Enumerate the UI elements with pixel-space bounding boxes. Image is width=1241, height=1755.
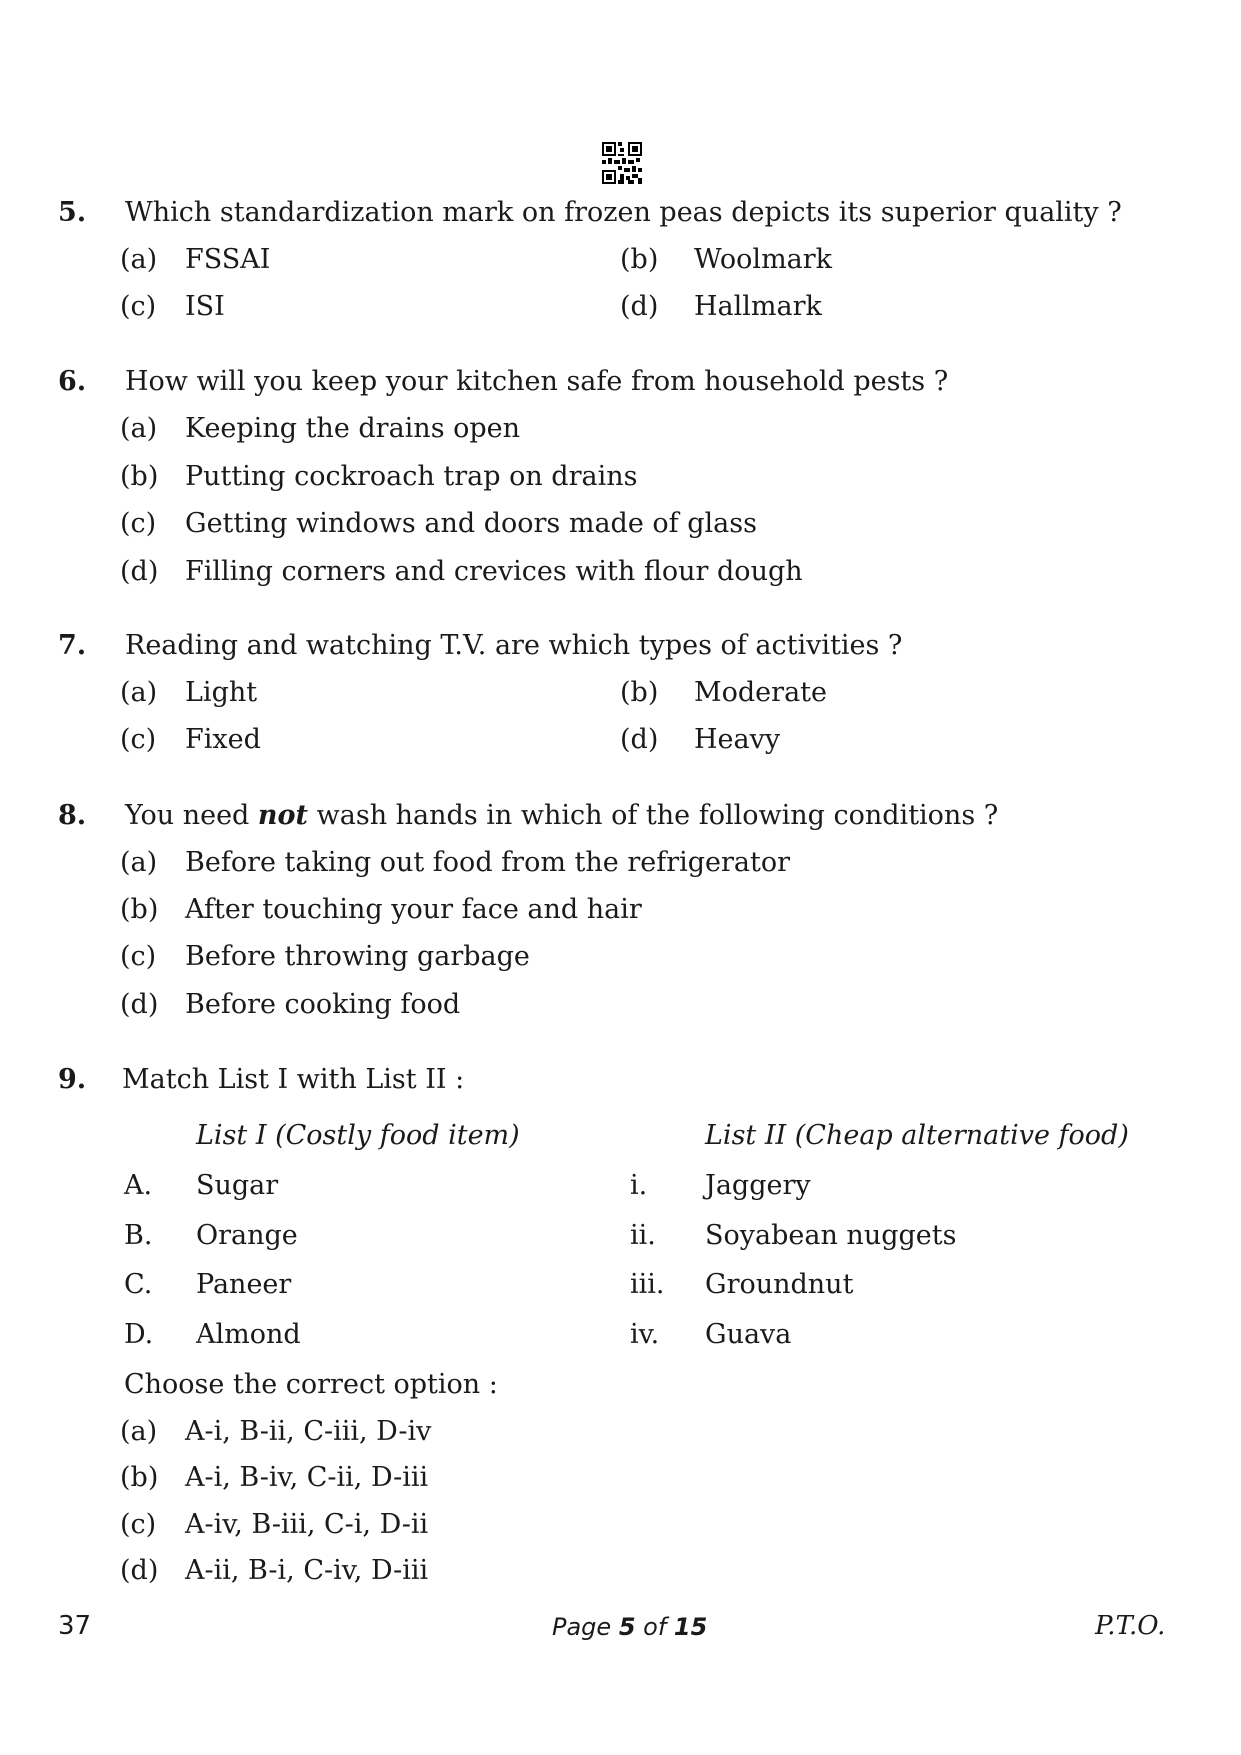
q6-option-b-label: (b)	[120, 461, 159, 492]
q5-option-a-text: FSSAI	[185, 244, 271, 275]
list-2-item-i: Jaggery	[705, 1170, 811, 1201]
q5-option-d-text: Hallmark	[694, 291, 822, 322]
question-5-text: Which standardization mark on frozen peas depicts its superior quality ?	[125, 197, 1122, 228]
list-2-item-iii: Groundnut	[705, 1269, 854, 1300]
question-9-number: 9.	[58, 1064, 87, 1095]
q5-option-b-label: (b)	[620, 244, 659, 275]
q6-option-d-label: (d)	[120, 556, 159, 587]
question-7-text: Reading and watching T.V. are which types of activities ?	[125, 630, 903, 661]
q8-option-c-label: (c)	[120, 941, 157, 972]
q7-option-d-text: Heavy	[694, 724, 781, 755]
q5-option-a-label: (a)	[120, 244, 158, 275]
q8-option-b-text: After touching your face and hair	[185, 894, 642, 925]
list-1-item-d: Almond	[196, 1319, 301, 1350]
q7-option-b-text: Moderate	[694, 677, 827, 708]
q7-option-a-label: (a)	[120, 677, 158, 708]
list-1-label-c: C.	[124, 1269, 153, 1300]
page-of: of	[635, 1613, 674, 1641]
question-8-text-after: wash hands in which of the following conditions ?	[308, 800, 999, 831]
list-1-label-a: A.	[124, 1170, 153, 1201]
paper-code: 37	[58, 1611, 92, 1641]
question-5-number: 5.	[58, 197, 87, 228]
page-prefix: Page	[552, 1613, 619, 1641]
q6-option-c-label: (c)	[120, 508, 157, 539]
q7-option-c-text: Fixed	[185, 724, 261, 755]
q8-option-a-label: (a)	[120, 847, 158, 878]
q5-option-b-text: Woolmark	[694, 244, 833, 275]
list-2-label-iv: iv.	[630, 1319, 660, 1350]
page-number	[552, 1613, 707, 1641]
pto-marker: P.T.O.	[1095, 1611, 1166, 1641]
q7-option-d-label: (d)	[620, 724, 659, 755]
q7-option-c-label: (c)	[120, 724, 157, 755]
q9-option-c-label: (c)	[120, 1509, 157, 1540]
q9-option-d-label: (d)	[120, 1555, 159, 1586]
question-7-number: 7.	[58, 630, 87, 661]
q7-option-a-text: Light	[185, 677, 258, 708]
q8-option-a-text: Before taking out food from the refrigerator	[185, 847, 791, 878]
list-2-item-ii: Soyabean nuggets	[705, 1220, 957, 1251]
list-2-heading: List II (Cheap alternative food)	[705, 1120, 1129, 1151]
q7-option-b-label: (b)	[620, 677, 659, 708]
qr-code-icon	[602, 142, 642, 184]
question-8-text-before: You need	[125, 800, 258, 831]
q9-option-b-label: (b)	[120, 1462, 159, 1493]
q6-option-d-text: Filling corners and crevices with flour dough	[185, 556, 803, 587]
question-8-text	[125, 799, 998, 833]
q9-option-c-text: A-iv, B-iii, C-i, D-ii	[185, 1509, 429, 1540]
list-2-label-iii: iii.	[630, 1269, 665, 1300]
list-1-item-b: Orange	[196, 1220, 298, 1251]
list-1-label-d: D.	[124, 1319, 154, 1350]
page-current: 5	[618, 1613, 636, 1641]
question-8-number: 8.	[58, 800, 87, 831]
list-2-item-iv: Guava	[705, 1319, 792, 1350]
list-1-label-b: B.	[124, 1220, 153, 1251]
page-total: 15	[673, 1613, 708, 1641]
q5-option-d-label: (d)	[620, 291, 659, 322]
q5-option-c-label: (c)	[120, 291, 157, 322]
q8-option-d-label: (d)	[120, 989, 159, 1020]
q8-option-c-text: Before throwing garbage	[185, 941, 530, 972]
q6-option-a-label: (a)	[120, 413, 158, 444]
list-2-label-i: i.	[630, 1170, 648, 1201]
list-1-item-c: Paneer	[196, 1269, 292, 1300]
q8-option-d-text: Before cooking food	[185, 989, 461, 1020]
q9-option-d-text: A-ii, B-i, C-iv, D-iii	[185, 1555, 429, 1586]
choose-option-prompt: Choose the correct option :	[124, 1369, 498, 1400]
list-1-item-a: Sugar	[196, 1170, 279, 1201]
q8-option-b-label: (b)	[120, 894, 159, 925]
list-1-heading: List I (Costly food item)	[196, 1120, 520, 1151]
q5-option-c-text: ISI	[185, 291, 225, 322]
list-2-label-ii: ii.	[630, 1220, 656, 1251]
q6-option-b-text: Putting cockroach trap on drains	[185, 461, 638, 492]
question-6-text: How will you keep your kitchen safe from household pests ?	[125, 366, 949, 397]
question-8-emphasis: not	[257, 800, 309, 831]
question-6-number: 6.	[58, 366, 87, 397]
q9-option-b-text: A-i, B-iv, C-ii, D-iii	[185, 1462, 429, 1493]
q9-option-a-label: (a)	[120, 1416, 158, 1447]
q6-option-c-text: Getting windows and doors made of glass	[185, 508, 757, 539]
q9-option-a-text: A-i, B-ii, C-iii, D-iv	[185, 1416, 432, 1447]
q6-option-a-text: Keeping the drains open	[185, 413, 521, 444]
question-9-text: Match List I with List II :	[122, 1064, 465, 1095]
